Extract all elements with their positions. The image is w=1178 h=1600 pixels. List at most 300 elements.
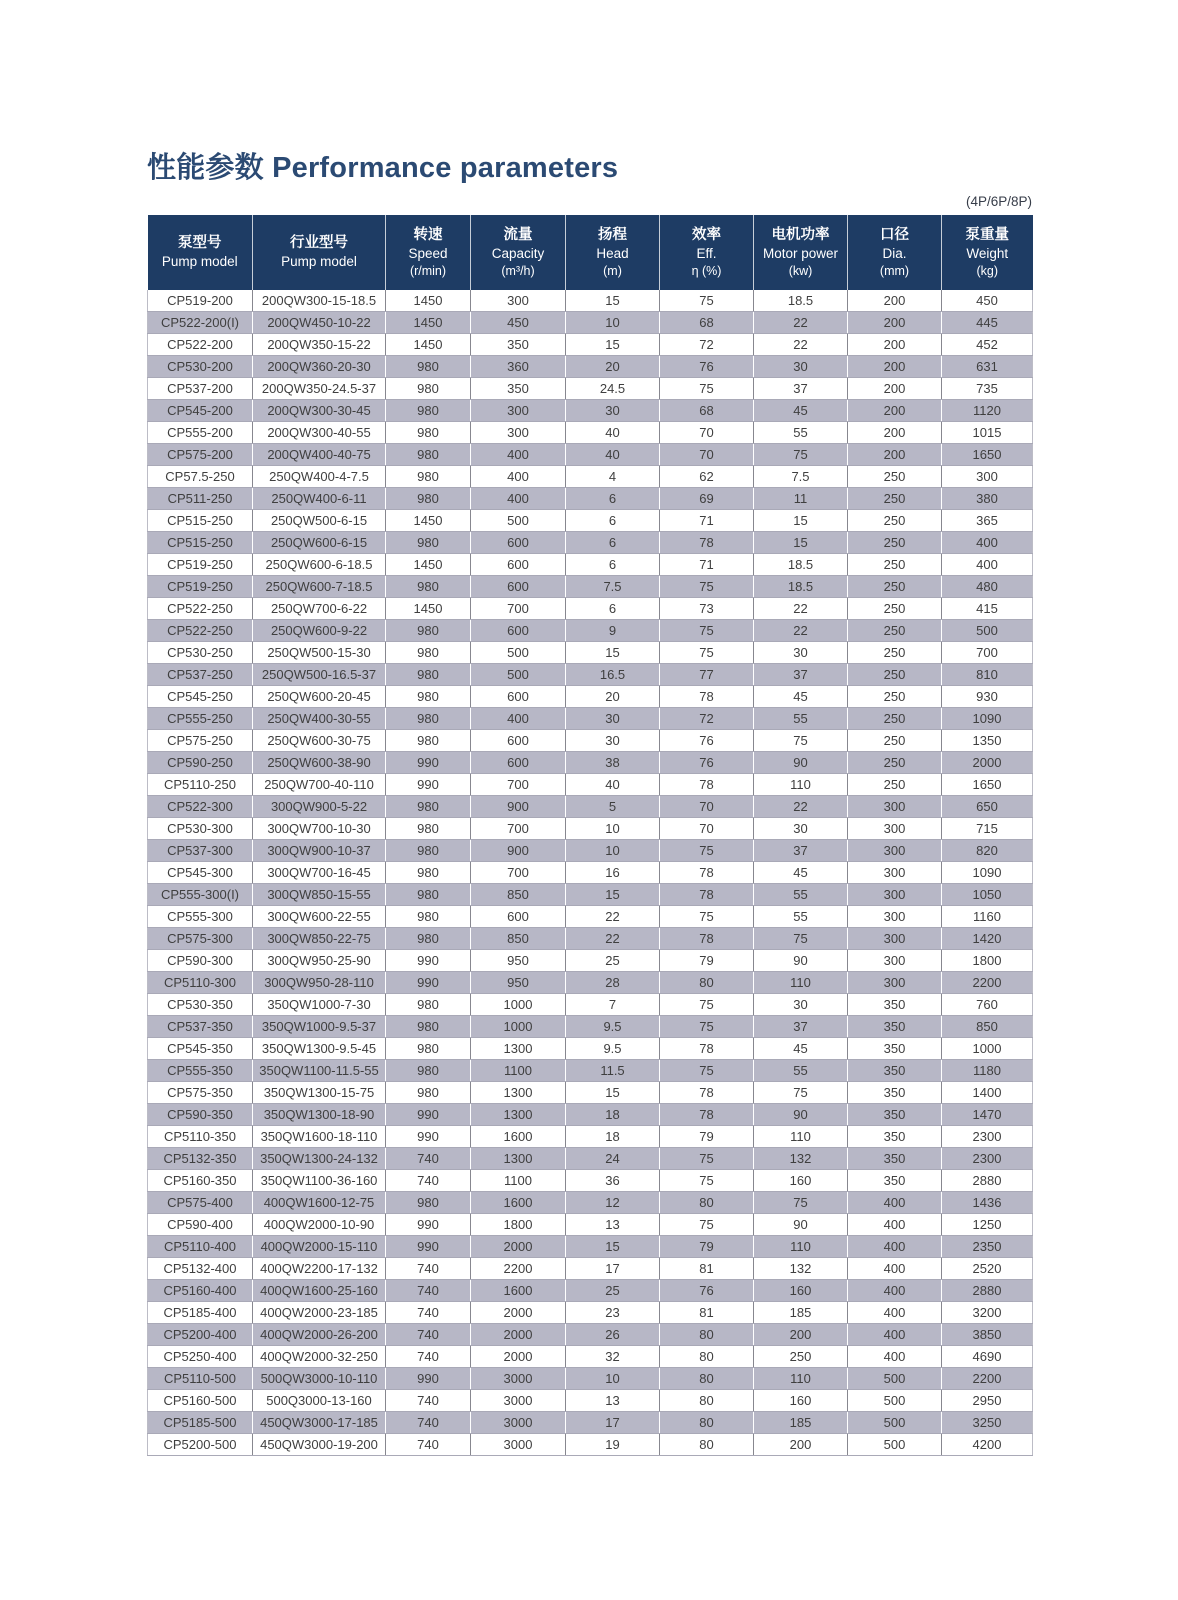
cell-r17-c7: 30: [754, 642, 848, 664]
table-row: [148, 1148, 1033, 1170]
cell-r7-c6: 70: [660, 422, 754, 444]
cell-r12-c9: 400: [942, 532, 1033, 554]
cell-r9-c8: 250: [848, 466, 942, 488]
cell-r42-c7: 75: [754, 1192, 848, 1214]
cell-r41-c1: CP5160-350: [148, 1170, 253, 1192]
cell-r21-c3: 980: [386, 730, 471, 752]
cell-r27-c6: 78: [660, 862, 754, 884]
cell-r4-c7: 30: [754, 356, 848, 378]
cell-r30-c7: 75: [754, 928, 848, 950]
cell-r7-c7: 55: [754, 422, 848, 444]
cell-r1-c5: 15: [566, 290, 660, 312]
cell-r20-c3: 980: [386, 708, 471, 730]
cell-r25-c7: 30: [754, 818, 848, 840]
cell-r1-c9: 450: [942, 290, 1033, 312]
cell-r48-c6: 80: [660, 1324, 754, 1346]
table-row: [148, 290, 1033, 312]
table-row: [148, 510, 1033, 532]
cell-r48-c8: 400: [848, 1324, 942, 1346]
cell-r4-c8: 200: [848, 356, 942, 378]
cell-r21-c4: 600: [471, 730, 566, 752]
cell-r26-c7: 37: [754, 840, 848, 862]
cell-r32-c3: 990: [386, 972, 471, 994]
cell-r38-c3: 990: [386, 1104, 471, 1126]
cell-r3-c6: 72: [660, 334, 754, 356]
cell-r32-c1: CP5110-300: [148, 972, 253, 994]
table-row: [148, 928, 1033, 950]
cell-r17-c3: 980: [386, 642, 471, 664]
cell-r11-c6: 71: [660, 510, 754, 532]
cell-r10-c5: 6: [566, 488, 660, 510]
cell-r18-c5: 16.5: [566, 664, 660, 686]
cell-r26-c5: 10: [566, 840, 660, 862]
cell-r5-c9: 735: [942, 378, 1033, 400]
cell-r33-c1: CP530-350: [148, 994, 253, 1016]
cell-r39-c1: CP5110-350: [148, 1126, 253, 1148]
cell-r7-c9: 1015: [942, 422, 1033, 444]
cell-r38-c5: 18: [566, 1104, 660, 1126]
cell-r38-c8: 350: [848, 1104, 942, 1126]
cell-r30-c8: 300: [848, 928, 942, 950]
table-row: [148, 840, 1033, 862]
cell-r38-c9: 1470: [942, 1104, 1033, 1126]
cell-r25-c9: 715: [942, 818, 1033, 840]
cell-r49-c2: 400QW2000-32-250: [253, 1346, 386, 1368]
cell-r8-c1: CP575-200: [148, 444, 253, 466]
cell-r15-c6: 73: [660, 598, 754, 620]
cell-r41-c4: 1100: [471, 1170, 566, 1192]
cell-r51-c4: 3000: [471, 1390, 566, 1412]
cell-r50-c9: 2200: [942, 1368, 1033, 1390]
cell-r3-c9: 452: [942, 334, 1033, 356]
cell-r36-c4: 1100: [471, 1060, 566, 1082]
page-content: [147, 150, 1032, 1456]
cell-r11-c4: 500: [471, 510, 566, 532]
table-row: [148, 1104, 1033, 1126]
cell-r44-c2: 400QW2000-15-110: [253, 1236, 386, 1258]
table-row: [148, 488, 1033, 510]
cell-r29-c7: 55: [754, 906, 848, 928]
cell-r42-c2: 400QW1600-12-75: [253, 1192, 386, 1214]
cell-r28-c2: 300QW850-15-55: [253, 884, 386, 906]
cell-r23-c3: 990: [386, 774, 471, 796]
cell-r48-c9: 3850: [942, 1324, 1033, 1346]
cell-r29-c8: 300: [848, 906, 942, 928]
table-row: [148, 884, 1033, 906]
cell-r13-c7: 18.5: [754, 554, 848, 576]
cell-r31-c9: 1800: [942, 950, 1033, 972]
cell-r21-c5: 30: [566, 730, 660, 752]
cell-r21-c6: 76: [660, 730, 754, 752]
cell-r24-c9: 650: [942, 796, 1033, 818]
cell-r19-c4: 600: [471, 686, 566, 708]
cell-r29-c3: 980: [386, 906, 471, 928]
cell-r7-c8: 200: [848, 422, 942, 444]
cell-r22-c6: 76: [660, 752, 754, 774]
page-title-chinese: 性能参数: [147, 152, 264, 184]
cell-r2-c9: 445: [942, 312, 1033, 334]
cell-r37-c7: 75: [754, 1082, 848, 1104]
cell-r44-c1: CP5110-400: [148, 1236, 253, 1258]
cell-r4-c6: 76: [660, 356, 754, 378]
cell-r53-c4: 3000: [471, 1434, 566, 1456]
cell-r18-c8: 250: [848, 664, 942, 686]
header-row: [148, 215, 1033, 290]
cell-r51-c5: 13: [566, 1390, 660, 1412]
cell-r31-c5: 25: [566, 950, 660, 972]
cell-r52-c7: 185: [754, 1412, 848, 1434]
cell-r25-c1: CP530-300: [148, 818, 253, 840]
cell-r9-c7: 7.5: [754, 466, 848, 488]
cell-r25-c4: 700: [471, 818, 566, 840]
cell-r37-c1: CP575-350: [148, 1082, 253, 1104]
cell-r33-c8: 350: [848, 994, 942, 1016]
cell-r11-c3: 1450: [386, 510, 471, 532]
cell-r48-c4: 2000: [471, 1324, 566, 1346]
cell-r51-c7: 160: [754, 1390, 848, 1412]
cell-r6-c1: CP545-200: [148, 400, 253, 422]
table-row: [148, 378, 1033, 400]
cell-r12-c2: 250QW600-6-15: [253, 532, 386, 554]
cell-r37-c9: 1400: [942, 1082, 1033, 1104]
cell-r21-c7: 75: [754, 730, 848, 752]
cell-r27-c9: 1090: [942, 862, 1033, 884]
cell-r29-c1: CP555-300: [148, 906, 253, 928]
cell-r34-c4: 1000: [471, 1016, 566, 1038]
cell-r6-c2: 200QW300-30-45: [253, 400, 386, 422]
cell-r42-c3: 980: [386, 1192, 471, 1214]
cell-r51-c2: 500Q3000-13-160: [253, 1390, 386, 1412]
table-row: [148, 1170, 1033, 1192]
cell-r8-c9: 1650: [942, 444, 1033, 466]
cell-r14-c7: 18.5: [754, 576, 848, 598]
cell-r31-c4: 950: [471, 950, 566, 972]
cell-r33-c7: 30: [754, 994, 848, 1016]
cell-r28-c6: 78: [660, 884, 754, 906]
table-row: [148, 796, 1033, 818]
cell-r47-c6: 81: [660, 1302, 754, 1324]
cell-r19-c6: 78: [660, 686, 754, 708]
cell-r13-c8: 250: [848, 554, 942, 576]
cell-r2-c3: 1450: [386, 312, 471, 334]
cell-r17-c9: 700: [942, 642, 1033, 664]
table-row: [148, 664, 1033, 686]
cell-r12-c7: 15: [754, 532, 848, 554]
column-header-1: [148, 215, 253, 290]
cell-r33-c6: 75: [660, 994, 754, 1016]
cell-r12-c3: 980: [386, 532, 471, 554]
cell-r47-c3: 740: [386, 1302, 471, 1324]
cell-r32-c7: 110: [754, 972, 848, 994]
cell-r23-c1: CP5110-250: [148, 774, 253, 796]
cell-r47-c7: 185: [754, 1302, 848, 1324]
column-header-2-en: Pump model: [281, 254, 357, 269]
cell-r27-c5: 16: [566, 862, 660, 884]
table-row: [148, 312, 1033, 334]
table-row: [148, 532, 1033, 554]
cell-r1-c8: 200: [848, 290, 942, 312]
cell-r51-c8: 500: [848, 1390, 942, 1412]
cell-r43-c1: CP590-400: [148, 1214, 253, 1236]
cell-r7-c5: 40: [566, 422, 660, 444]
table-row: [148, 620, 1033, 642]
cell-r48-c2: 400QW2000-26-200: [253, 1324, 386, 1346]
cell-r19-c9: 930: [942, 686, 1033, 708]
table-row: [148, 1236, 1033, 1258]
cell-r22-c9: 2000: [942, 752, 1033, 774]
table-row: [148, 818, 1033, 840]
cell-r30-c5: 22: [566, 928, 660, 950]
cell-r16-c6: 75: [660, 620, 754, 642]
cell-r45-c1: CP5132-400: [148, 1258, 253, 1280]
cell-r32-c6: 80: [660, 972, 754, 994]
cell-r40-c4: 1300: [471, 1148, 566, 1170]
cell-r28-c1: CP555-300(I): [148, 884, 253, 906]
table-row: [148, 334, 1033, 356]
table-row: [148, 576, 1033, 598]
cell-r21-c9: 1350: [942, 730, 1033, 752]
cell-r36-c3: 980: [386, 1060, 471, 1082]
cell-r3-c7: 22: [754, 334, 848, 356]
column-header-5-en: Head: [596, 245, 629, 261]
cell-r13-c2: 250QW600-6-18.5: [253, 554, 386, 576]
cell-r1-c7: 18.5: [754, 290, 848, 312]
cell-r13-c3: 1450: [386, 554, 471, 576]
cell-r53-c2: 450QW3000-19-200: [253, 1434, 386, 1456]
cell-r47-c2: 400QW2000-23-185: [253, 1302, 386, 1324]
table-header: [148, 215, 1033, 290]
cell-r39-c5: 18: [566, 1126, 660, 1148]
table-row: [148, 1324, 1033, 1346]
page-title-english: Performance parameters: [272, 152, 619, 184]
table-row: [148, 554, 1033, 576]
cell-r4-c3: 980: [386, 356, 471, 378]
column-header-3: [386, 215, 471, 290]
cell-r14-c3: 980: [386, 576, 471, 598]
cell-r42-c8: 400: [848, 1192, 942, 1214]
cell-r49-c8: 400: [848, 1346, 942, 1368]
cell-r24-c5: 5: [566, 796, 660, 818]
cell-r17-c5: 15: [566, 642, 660, 664]
table-row: [148, 1302, 1033, 1324]
cell-r25-c6: 70: [660, 818, 754, 840]
cell-r32-c9: 2200: [942, 972, 1033, 994]
cell-r24-c3: 980: [386, 796, 471, 818]
cell-r4-c2: 200QW360-20-30: [253, 356, 386, 378]
table-row: [148, 1126, 1033, 1148]
cell-r39-c8: 350: [848, 1126, 942, 1148]
cell-r12-c6: 78: [660, 532, 754, 554]
cell-r39-c3: 990: [386, 1126, 471, 1148]
column-header-9: [942, 215, 1033, 290]
cell-r28-c5: 15: [566, 884, 660, 906]
cell-r35-c9: 1000: [942, 1038, 1033, 1060]
cell-r46-c9: 2880: [942, 1280, 1033, 1302]
cell-r32-c8: 300: [848, 972, 942, 994]
cell-r6-c4: 300: [471, 400, 566, 422]
cell-r18-c7: 37: [754, 664, 848, 686]
cell-r44-c8: 400: [848, 1236, 942, 1258]
cell-r20-c9: 1090: [942, 708, 1033, 730]
cell-r40-c3: 740: [386, 1148, 471, 1170]
cell-r45-c7: 132: [754, 1258, 848, 1280]
cell-r37-c3: 980: [386, 1082, 471, 1104]
cell-r37-c2: 350QW1300-15-75: [253, 1082, 386, 1104]
cell-r29-c9: 1160: [942, 906, 1033, 928]
cell-r3-c4: 350: [471, 334, 566, 356]
cell-r7-c3: 980: [386, 422, 471, 444]
cell-r22-c1: CP590-250: [148, 752, 253, 774]
cell-r27-c2: 300QW700-16-45: [253, 862, 386, 884]
cell-r8-c4: 400: [471, 444, 566, 466]
column-header-7: [754, 215, 848, 290]
cell-r36-c5: 11.5: [566, 1060, 660, 1082]
column-header-3-zh: 转速: [413, 226, 443, 243]
table-row: [148, 1082, 1033, 1104]
cell-r39-c9: 2300: [942, 1126, 1033, 1148]
cell-r23-c6: 78: [660, 774, 754, 796]
cell-r10-c7: 11: [754, 488, 848, 510]
cell-r25-c3: 980: [386, 818, 471, 840]
cell-r3-c8: 200: [848, 334, 942, 356]
cell-r15-c7: 22: [754, 598, 848, 620]
cell-r49-c5: 32: [566, 1346, 660, 1368]
cell-r39-c7: 110: [754, 1126, 848, 1148]
cell-r37-c5: 15: [566, 1082, 660, 1104]
cell-r14-c8: 250: [848, 576, 942, 598]
cell-r12-c1: CP515-250: [148, 532, 253, 554]
cell-r14-c9: 480: [942, 576, 1033, 598]
cell-r25-c8: 300: [848, 818, 942, 840]
cell-r25-c5: 10: [566, 818, 660, 840]
cell-r26-c6: 75: [660, 840, 754, 862]
cell-r12-c5: 6: [566, 532, 660, 554]
cell-r4-c9: 631: [942, 356, 1033, 378]
cell-r41-c7: 160: [754, 1170, 848, 1192]
cell-r16-c7: 22: [754, 620, 848, 642]
cell-r11-c1: CP515-250: [148, 510, 253, 532]
cell-r2-c4: 450: [471, 312, 566, 334]
cell-r22-c2: 250QW600-38-90: [253, 752, 386, 774]
cell-r41-c3: 740: [386, 1170, 471, 1192]
cell-r20-c8: 250: [848, 708, 942, 730]
cell-r47-c1: CP5185-400: [148, 1302, 253, 1324]
table-row: [148, 708, 1033, 730]
cell-r40-c1: CP5132-350: [148, 1148, 253, 1170]
column-header-2-zh: 行业型号: [290, 235, 348, 251]
cell-r43-c7: 90: [754, 1214, 848, 1236]
cell-r38-c7: 90: [754, 1104, 848, 1126]
column-header-1-en: Pump model: [161, 254, 238, 269]
cell-r27-c4: 700: [471, 862, 566, 884]
cell-r17-c6: 75: [660, 642, 754, 664]
cell-r35-c2: 350QW1300-9.5-45: [253, 1038, 386, 1060]
cell-r9-c1: CP57.5-250: [148, 466, 253, 488]
table-row: [148, 356, 1033, 378]
table-row: [148, 1368, 1033, 1390]
cell-r1-c1: CP519-200: [148, 290, 253, 312]
cell-r43-c6: 75: [660, 1214, 754, 1236]
cell-r35-c6: 78: [660, 1038, 754, 1060]
cell-r43-c5: 13: [566, 1214, 660, 1236]
cell-r15-c9: 415: [942, 598, 1033, 620]
column-header-7-en: Motor power: [762, 245, 839, 261]
cell-r45-c4: 2200: [471, 1258, 566, 1280]
cell-r2-c6: 68: [660, 312, 754, 334]
cell-r46-c8: 400: [848, 1280, 942, 1302]
cell-r45-c8: 400: [848, 1258, 942, 1280]
cell-r37-c6: 78: [660, 1082, 754, 1104]
cell-r4-c5: 20: [566, 356, 660, 378]
cell-r30-c3: 980: [386, 928, 471, 950]
cell-r34-c3: 980: [386, 1016, 471, 1038]
column-header-7-unit: (kw): [788, 263, 813, 278]
cell-r15-c5: 6: [566, 598, 660, 620]
cell-r41-c2: 350QW1100-36-160: [253, 1170, 386, 1192]
cell-r35-c5: 9.5: [566, 1038, 660, 1060]
table-row: [148, 752, 1033, 774]
cell-r36-c7: 55: [754, 1060, 848, 1082]
table-row: [148, 862, 1033, 884]
cell-r40-c7: 132: [754, 1148, 848, 1170]
cell-r3-c5: 15: [566, 334, 660, 356]
cell-r10-c4: 400: [471, 488, 566, 510]
cell-r41-c6: 75: [660, 1170, 754, 1192]
cell-r3-c3: 1450: [386, 334, 471, 356]
cell-r52-c4: 3000: [471, 1412, 566, 1434]
cell-r53-c8: 500: [848, 1434, 942, 1456]
column-header-6-zh: 效率: [692, 226, 721, 243]
cell-r15-c1: CP522-250: [148, 598, 253, 620]
table-row: [148, 1038, 1033, 1060]
cell-r5-c1: CP537-200: [148, 378, 253, 400]
cell-r44-c6: 79: [660, 1236, 754, 1258]
cell-r18-c4: 500: [471, 664, 566, 686]
cell-r20-c7: 55: [754, 708, 848, 730]
cell-r44-c7: 110: [754, 1236, 848, 1258]
cell-r35-c4: 1300: [471, 1038, 566, 1060]
cell-r44-c3: 990: [386, 1236, 471, 1258]
cell-r42-c5: 12: [566, 1192, 660, 1214]
cell-r47-c5: 23: [566, 1302, 660, 1324]
cell-r30-c9: 1420: [942, 928, 1033, 950]
cell-r37-c4: 1300: [471, 1082, 566, 1104]
cell-r31-c6: 79: [660, 950, 754, 972]
cell-r20-c1: CP555-250: [148, 708, 253, 730]
cell-r26-c3: 980: [386, 840, 471, 862]
cell-r17-c2: 250QW500-15-30: [253, 642, 386, 664]
table-row: [148, 642, 1033, 664]
table-row: [148, 1434, 1033, 1456]
cell-r13-c5: 6: [566, 554, 660, 576]
cell-r9-c4: 400: [471, 466, 566, 488]
cell-r18-c3: 980: [386, 664, 471, 686]
cell-r2-c5: 10: [566, 312, 660, 334]
cell-r26-c9: 820: [942, 840, 1033, 862]
cell-r31-c2: 300QW950-25-90: [253, 950, 386, 972]
cell-r53-c7: 200: [754, 1434, 848, 1456]
cell-r19-c2: 250QW600-20-45: [253, 686, 386, 708]
cell-r8-c2: 200QW400-40-75: [253, 444, 386, 466]
cell-r5-c8: 200: [848, 378, 942, 400]
cell-r38-c6: 78: [660, 1104, 754, 1126]
cell-r28-c3: 980: [386, 884, 471, 906]
cell-r32-c5: 28: [566, 972, 660, 994]
cell-r2-c7: 22: [754, 312, 848, 334]
cell-r50-c1: CP5110-500: [148, 1368, 253, 1390]
cell-r22-c4: 600: [471, 752, 566, 774]
column-header-8-unit: (mm): [879, 263, 910, 278]
